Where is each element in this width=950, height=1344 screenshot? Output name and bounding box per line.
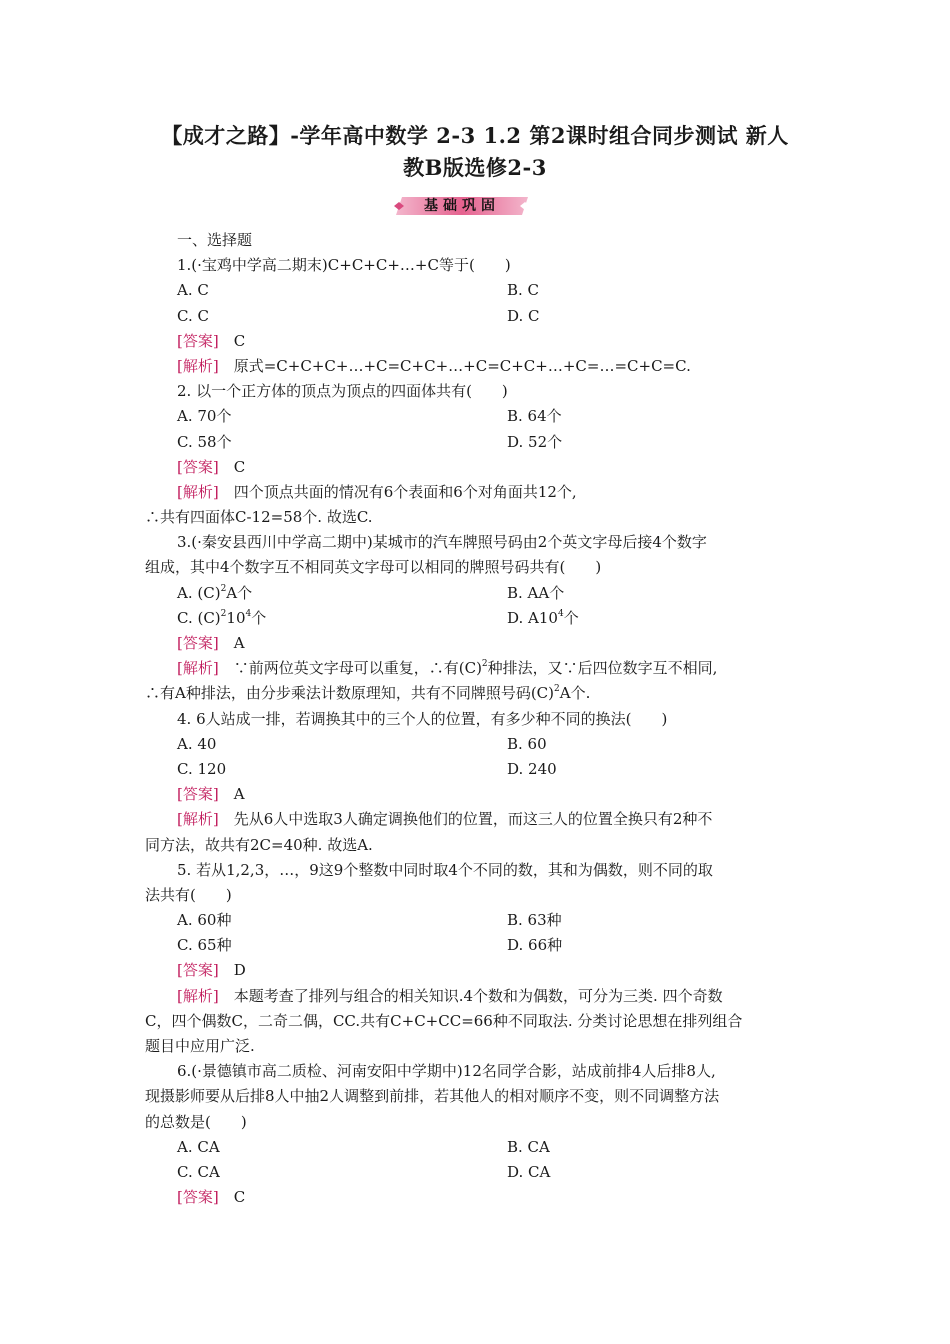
q4-option-b: B. 60 (507, 734, 547, 753)
q4-analysis-line-2: 同方法，故共有2C=40种. 故选A. (145, 835, 373, 854)
q4-options-row-1 (145, 732, 810, 757)
q5-options-row-1 (145, 908, 810, 933)
q2-option-c: C. 58个 (177, 432, 232, 451)
q5-option-c: C. 65种 (177, 936, 232, 955)
q1-stem: 1.(·宝鸡中学高二期末)C+C+C+…+C等于( ) (177, 256, 511, 275)
q4-stem: 4. 6人站成一排，若调换其中的三个人的位置，有多少种不同的换法( ) (177, 709, 668, 728)
answer-tag: [答案] (177, 961, 219, 980)
title-line-2: 教B版选修2-3 (403, 155, 547, 180)
q5-analysis-text: 本题考查了排列与组合的相关知识.4个数和为偶数，可分为三类. 四个奇数 (233, 986, 723, 1005)
q6-answer (145, 1185, 810, 1210)
q5-analysis-line-3: 题目中应用广泛. (145, 1037, 255, 1055)
q2-answer-value: C (233, 457, 246, 476)
q1-analysis-text: 原式=C+C+C+…+C=C+C+…+C=C+C+…+C=…=C+C=C. (233, 356, 691, 375)
q2-options-row-2 (145, 430, 810, 455)
q5-answer (145, 958, 810, 983)
q3-option-c: C. $(C)^210^4$个 (177, 608, 267, 627)
q6-answer-value: C (233, 1188, 246, 1207)
q4-analysis-text: 先从6人中选取3人确定调换他们的位置，而这三人的位置全换只有2种不 (233, 810, 713, 829)
q5-answer-value: D (233, 961, 246, 980)
q4-analysis (145, 807, 810, 832)
q5-analysis-line-2: C，四个偶数C，二奇二偶，CC.共有C+C+CC=66种不同取法. 分类讨论思想在排列组合 (145, 1011, 743, 1030)
q2-analysis-line-2: ∴共有四面体C-12=58个. 故选C. (145, 508, 373, 527)
banner-label: 基础巩固 (424, 198, 500, 214)
q5-stem-line-1: 5. 若从1,2,3，…，9这9个整数中同时取4个不同的数，其和为偶数，则不同的取 (177, 860, 713, 879)
analysis-tag: [解析] (177, 356, 219, 375)
q5-analysis (145, 984, 810, 1009)
q6-stem-line-3: 的总数是( ) (145, 1112, 247, 1131)
q3-answer-value: A (233, 634, 245, 652)
q1-options-row-1 (145, 278, 810, 303)
q4-option-a: A. 40 (177, 734, 217, 753)
q2-options-row-1 (145, 404, 810, 429)
q6-option-b: B. CA (507, 1137, 550, 1156)
answer-tag: [答案] (177, 457, 219, 476)
q5-option-a: A. 60种 (177, 911, 232, 930)
q6-options-row-1 (145, 1135, 810, 1160)
q3-options-row-2 (145, 606, 810, 631)
q1-answer (145, 329, 810, 354)
q3-options-row-1 (145, 581, 810, 606)
q3-option-b: B. AA个 (507, 583, 565, 602)
analysis-tag: [解析] (177, 810, 219, 829)
q4-answer (145, 782, 810, 807)
q6-option-c: C. CA (177, 1162, 220, 1181)
question-list (145, 228, 810, 1210)
q1-options-row-2 (145, 304, 810, 329)
analysis-tag: [解析] (177, 482, 219, 501)
q1-option-b: B. C (507, 281, 540, 300)
q1-answer-value: C (233, 331, 246, 350)
q6-stem-line-2: 现摄影师要从后排8人中抽2人调整到前排，若其他人的相对顺序不变，则不同调整方法 (145, 1087, 720, 1106)
answer-tag: [答案] (177, 331, 219, 350)
q2-analysis (145, 480, 810, 505)
answer-tag: [答案] (177, 634, 219, 652)
section-heading: 一、选择题 (177, 231, 253, 249)
q5-options-row-2 (145, 933, 810, 958)
q5-option-d: D. 66种 (507, 936, 563, 955)
section-banner (392, 196, 532, 216)
q4-option-c: C. 120 (177, 759, 227, 778)
q6-options-row-2 (145, 1160, 810, 1185)
q2-stem: 2. 以一个正方体的顶点为顶点的四面体共有( ) (177, 382, 508, 401)
q3-option-d: D. $A10^4$个 (507, 608, 579, 627)
q5-stem-line-2: 法共有( ) (145, 885, 232, 904)
q1-option-c: C. C (177, 306, 209, 325)
q2-option-d: D. 52个 (507, 432, 563, 451)
analysis-tag: [解析] (177, 659, 219, 678)
q4-options-row-2 (145, 757, 810, 782)
q2-analysis-text: 四个顶点共面的情况有6个表面和6个对角面共12个, (233, 482, 577, 501)
q3-option-a: A. $(C)^2A$个 (177, 583, 253, 602)
q6-option-a: A. CA (177, 1137, 220, 1156)
q1-option-d: D. C (507, 306, 540, 325)
answer-tag: [答案] (177, 1188, 219, 1207)
analysis-tag: [解析] (177, 986, 219, 1005)
q3-stem-line-1: 3.(·秦安县西川中学高二期中)某城市的汽车牌照号码由2个英文字母后接4个数字 (177, 533, 707, 552)
document-title (100, 120, 850, 184)
q5-option-b: B. 63种 (507, 911, 562, 930)
title-line-1: 【成才之路】-学年高中数学 2-3 1.2 第2课时组合同步测试 新人 (161, 123, 789, 148)
q6-stem-line-1: 6.(·景德镇市高二质检、河南安阳中学期中)12名同学合影，站成前排4人后排8人, (177, 1062, 716, 1081)
q3-answer (145, 631, 810, 656)
answer-tag: [答案] (177, 785, 219, 804)
q3-analysis: [解析] ∵前两位英文字母可以重复，∴有$(C)^2$种排法，又∵后四位数字互不相同, (177, 659, 718, 678)
q3-analysis-line-2: ∴有A种排法，由分步乘法计数原理知，共有不同牌照号码$(C)^2A$个. (145, 684, 591, 703)
q1-analysis (145, 354, 810, 379)
q2-option-a: A. 70个 (177, 407, 232, 426)
q3-stem-line-2: 组成，其中4个数字互不相同英文字母可以相同的牌照号码共有( ) (145, 558, 602, 577)
q4-answer-value: A (233, 785, 245, 804)
q4-option-d: D. 240 (507, 759, 557, 778)
q2-answer (145, 455, 810, 480)
q2-option-b: B. 64个 (507, 407, 562, 426)
q1-option-a: A. C (177, 281, 209, 300)
q6-option-d: D. CA (507, 1162, 551, 1181)
